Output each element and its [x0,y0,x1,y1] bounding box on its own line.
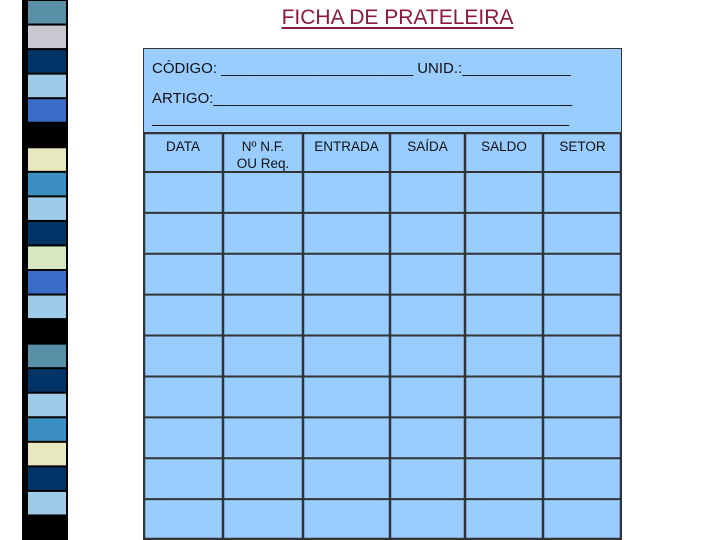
stripe-block [28,394,66,417]
stripe-block [28,345,66,368]
form-header [144,49,621,133]
stripe-block [28,222,66,245]
codigo-unid-line: CÓDIGO: _______________________ UNID.:_____________ [152,60,571,77]
stripe-block [28,492,66,515]
col-header-nf: Nº N.F. OU Req. [236,139,290,171]
stripe-block [28,99,66,122]
stripe-block [28,467,66,490]
stripe-block [28,516,66,539]
stripe-block [28,369,66,392]
stripe-block [28,320,66,343]
stripe-block [28,271,66,294]
page-title: FICHA DE PRATELEIRA [281,6,514,29]
stripe-block [28,443,66,466]
artigo-continuation-line: __________________________________________________ [152,110,570,127]
stripe-block [28,296,66,319]
col-header-entrada: ENTRADA [314,139,379,154]
stripe-block [28,50,66,73]
stripe-block [28,75,66,98]
col-header-saldo: SALDO [481,139,527,154]
stripe-block [28,124,66,147]
artigo-line: ARTIGO:___________________________________________ [152,90,573,107]
stripe-block [28,246,66,269]
stripe-block [28,148,66,171]
stripe-block [28,1,66,24]
stripe-block [28,26,66,49]
decorative-stripe [0,0,72,540]
col-header-setor: SETOR [559,139,606,154]
stripe-block [28,173,66,196]
stripe-block [28,418,66,441]
col-header-saida: SAÍDA [407,139,448,154]
col-header-data: DATA [165,139,200,154]
movement-table [143,132,622,540]
stripe-block [28,197,66,220]
